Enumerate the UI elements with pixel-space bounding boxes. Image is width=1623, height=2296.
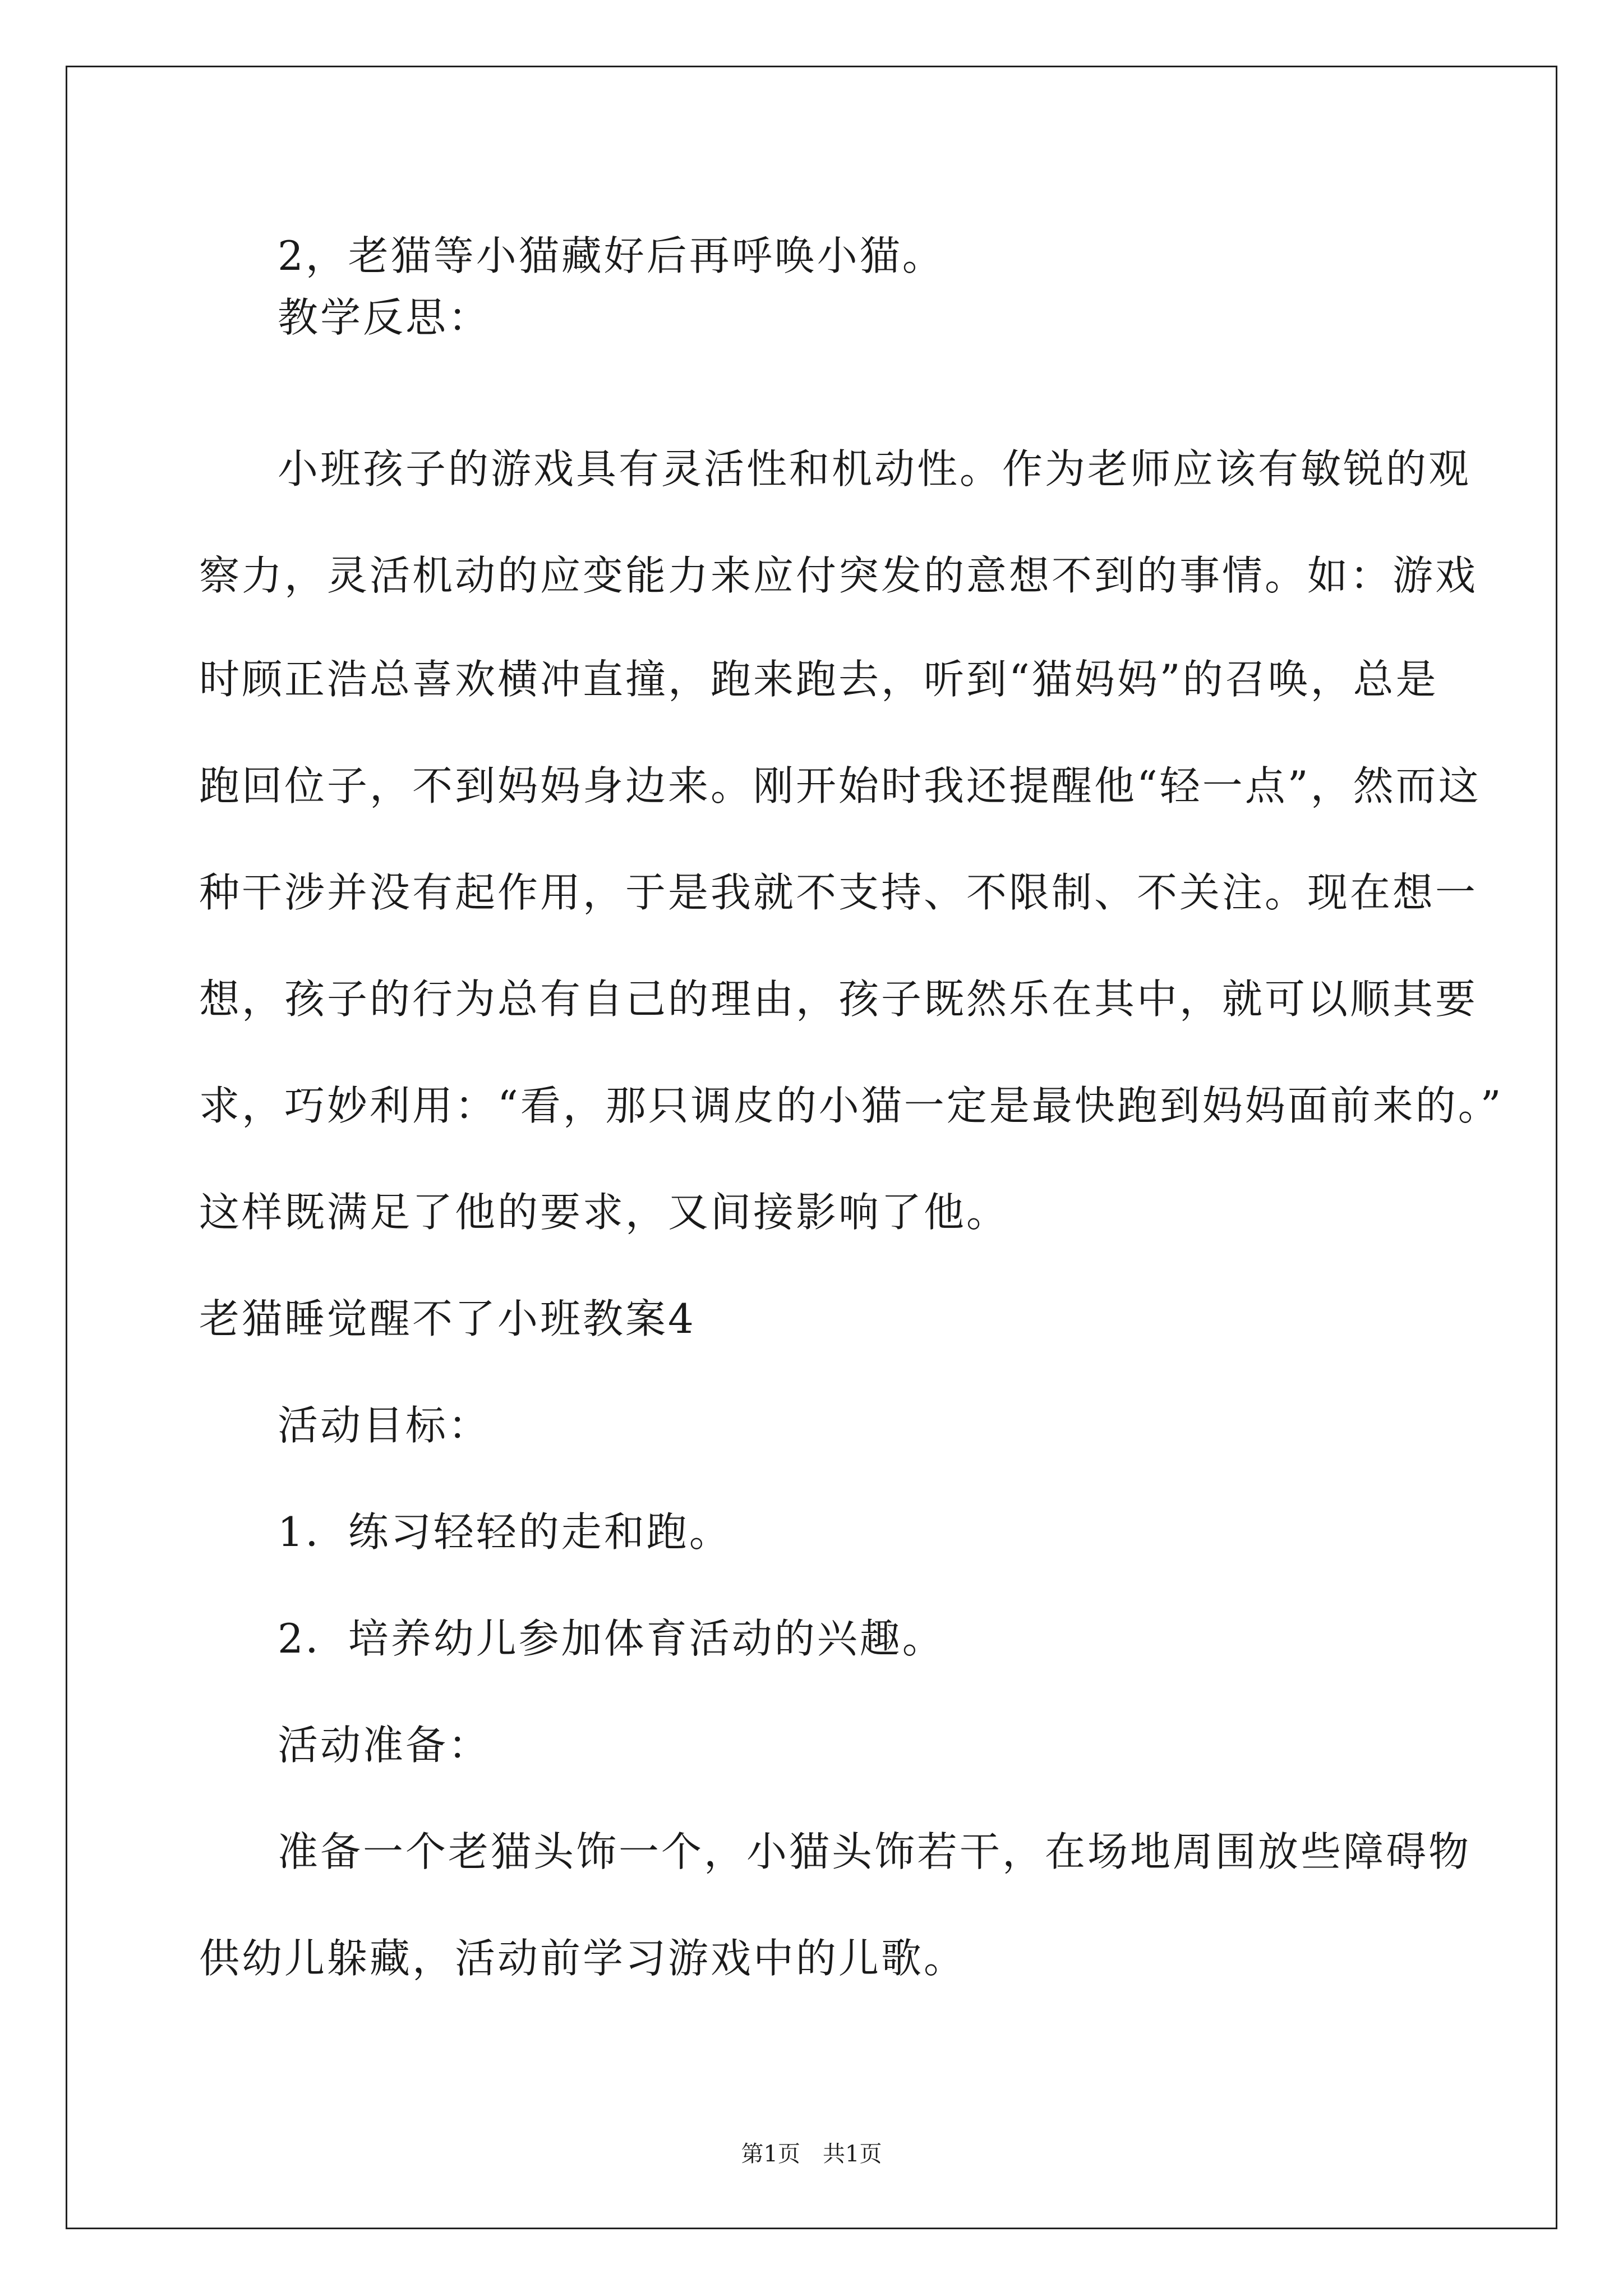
- document-title: 老猫睡觉醒不了小班教案4: [199, 1295, 696, 1342]
- section-heading: 教学反思：: [278, 294, 491, 341]
- page-footer: [0, 2143, 1623, 2165]
- list-item: 1．练习轻轻的走和跑。: [278, 1508, 732, 1556]
- section-heading: 活动准备：: [278, 1722, 491, 1769]
- section-heading: 活动目标：: [278, 1402, 491, 1449]
- page-number-total: 共1页: [823, 2141, 882, 2167]
- paragraph-line: 种干涉并没有起作用，于是我就不支持、不限制、不关注。现在想一: [199, 869, 1478, 916]
- paragraph-line: 察力，灵活机动的应变能力来应付突发的意想不到的事情。如：游戏: [199, 552, 1478, 599]
- page-number-current: 第1页: [741, 2141, 800, 2167]
- paragraph-line: 想，孩子的行为总有自己的理由，孩子既然乐在其中，就可以顺其要: [199, 976, 1478, 1023]
- paragraph-line: 这样既满足了他的要求，又间接影响了他。: [199, 1189, 1009, 1236]
- paragraph-line: 小班孩子的游戏具有灵活性和机动性。作为老师应该有敏锐的观: [278, 445, 1472, 493]
- paragraph-line: 2，老猫等小猫藏好后再呼唤小猫。: [278, 232, 945, 279]
- paragraph-line: 求，巧妙利用：“看，那只调皮的小猫一定是最快跑到妈妈面前来的。”: [199, 1082, 1504, 1129]
- paragraph-line: 准备一个老猫头饰一个，小猫头饰若干，在场地周围放些障碍物: [278, 1828, 1472, 1875]
- paragraph-line: 跑回位子，不到妈妈身边来。刚开始时我还提醒他“轻一点”，然而这: [199, 762, 1481, 809]
- paragraph-line: 时顾正浩总喜欢横冲直撞，跑来跑去，听到“猫妈妈”的召唤，总是: [199, 656, 1438, 703]
- list-item: 2．培养幼儿参加体育活动的兴趣。: [278, 1615, 945, 1662]
- page-border: [66, 66, 1557, 2229]
- paragraph-line: 供幼儿躲藏，活动前学习游戏中的儿歌。: [199, 1935, 967, 1982]
